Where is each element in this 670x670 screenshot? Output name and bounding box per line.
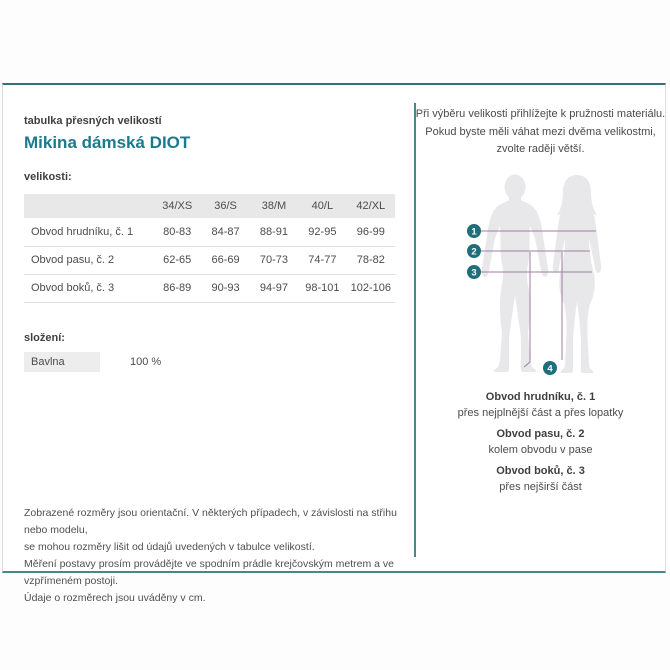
cell-value: 78-82 bbox=[356, 254, 385, 266]
marker-3-number: 3 bbox=[471, 267, 477, 279]
row-label: Obvod hrudníku, č. 1 bbox=[31, 225, 134, 238]
marker-4-number: 4 bbox=[547, 363, 553, 375]
cell-value: 84-87 bbox=[211, 225, 240, 238]
size-table bbox=[24, 194, 395, 303]
legend-title: Obvod hrudníku, č. 1 bbox=[485, 391, 596, 403]
cell-value: 62-65 bbox=[163, 254, 192, 266]
disclaimer-line: Údaje o rozměrech jsou uváděny v cm. bbox=[24, 592, 206, 604]
size-advice-note bbox=[415, 106, 666, 159]
size-column-header: 34/XS bbox=[162, 200, 193, 212]
size-column-header: 38/M bbox=[261, 200, 287, 212]
size-chart-panel bbox=[2, 83, 666, 604]
size-column-header: 42/XL bbox=[356, 200, 386, 212]
measurement-disclaimer bbox=[24, 505, 416, 607]
disclaimer-line: Měření postavy prosím provádějte ve spodním prádle krejčovským metrem a ve vzpřímeném postoji. bbox=[24, 558, 394, 587]
cell-value: 66-69 bbox=[211, 254, 240, 266]
sizes-label: velikosti: bbox=[24, 171, 72, 183]
legend-description: přes nejplnější část a přes lopatky bbox=[457, 407, 624, 419]
measurement-legend bbox=[415, 391, 666, 502]
cell-value: 90-93 bbox=[211, 282, 240, 294]
male-silhouette bbox=[482, 175, 549, 373]
legend-item-chest bbox=[415, 391, 666, 419]
table-row-hips bbox=[24, 274, 395, 302]
note-line: Pokud byste měli váhat mezi dvěma velikostmi, bbox=[425, 125, 656, 138]
composition-value: 100 % bbox=[130, 355, 162, 368]
cell-value: 70-73 bbox=[259, 254, 289, 266]
legend-title: Obvod pasu, č. 2 bbox=[496, 428, 585, 440]
composition-row bbox=[24, 352, 400, 372]
marker-1-number: 1 bbox=[471, 226, 477, 238]
product-title: Mikina dámská DIOT bbox=[24, 133, 191, 152]
row-label: Obvod pasu, č. 2 bbox=[31, 254, 115, 266]
cell-value: 74-77 bbox=[308, 254, 337, 266]
table-row-waist bbox=[24, 246, 395, 274]
cell-value: 86-89 bbox=[163, 282, 192, 294]
disclaimer-line: Zobrazené rozměry jsou orientační. V některých případech, v závislosti na střihu nebo modelu, bbox=[24, 507, 397, 536]
size-table-header bbox=[24, 194, 395, 218]
marker-2-number: 2 bbox=[471, 246, 477, 258]
cell-value: 94-97 bbox=[259, 282, 289, 294]
cell-value: 92-95 bbox=[308, 225, 337, 238]
cell-value: 98-101 bbox=[305, 282, 340, 294]
size-chart-left-column bbox=[24, 115, 400, 372]
note-line: zvolte raději větší. bbox=[496, 143, 585, 155]
size-column-header: 40/L bbox=[311, 200, 334, 212]
composition-label: složení: bbox=[24, 331, 65, 344]
size-chart-subtitle: tabulka přesných velikostí bbox=[24, 115, 162, 127]
size-column-header: 36/S bbox=[214, 200, 237, 212]
body-silhouettes-diagram bbox=[439, 168, 659, 382]
legend-description: kolem obvodu v pase bbox=[488, 444, 593, 456]
cell-value: 88-91 bbox=[259, 225, 289, 238]
cell-value: 102-106 bbox=[350, 282, 391, 294]
cell-value: 96-99 bbox=[356, 225, 385, 238]
legend-description: přes nejširší část bbox=[499, 481, 582, 493]
row-label: Obvod boků, č. 3 bbox=[31, 282, 115, 294]
table-row-chest bbox=[24, 218, 395, 246]
disclaimer-line: se mohou rozměry lišit od údajů uvedených v tabulce velikostí. bbox=[24, 541, 315, 553]
female-silhouette bbox=[553, 175, 602, 373]
composition-material: Bavlna bbox=[24, 352, 100, 372]
note-line: Při výběru velikosti přihlížejte k pružnosti materiálu. bbox=[415, 108, 666, 120]
legend-title: Obvod boků, č. 3 bbox=[496, 465, 585, 477]
legend-item-hips bbox=[415, 465, 666, 493]
cell-value: 80-83 bbox=[163, 225, 192, 238]
legend-item-waist bbox=[415, 428, 666, 456]
size-table-corner-cell bbox=[24, 194, 153, 218]
